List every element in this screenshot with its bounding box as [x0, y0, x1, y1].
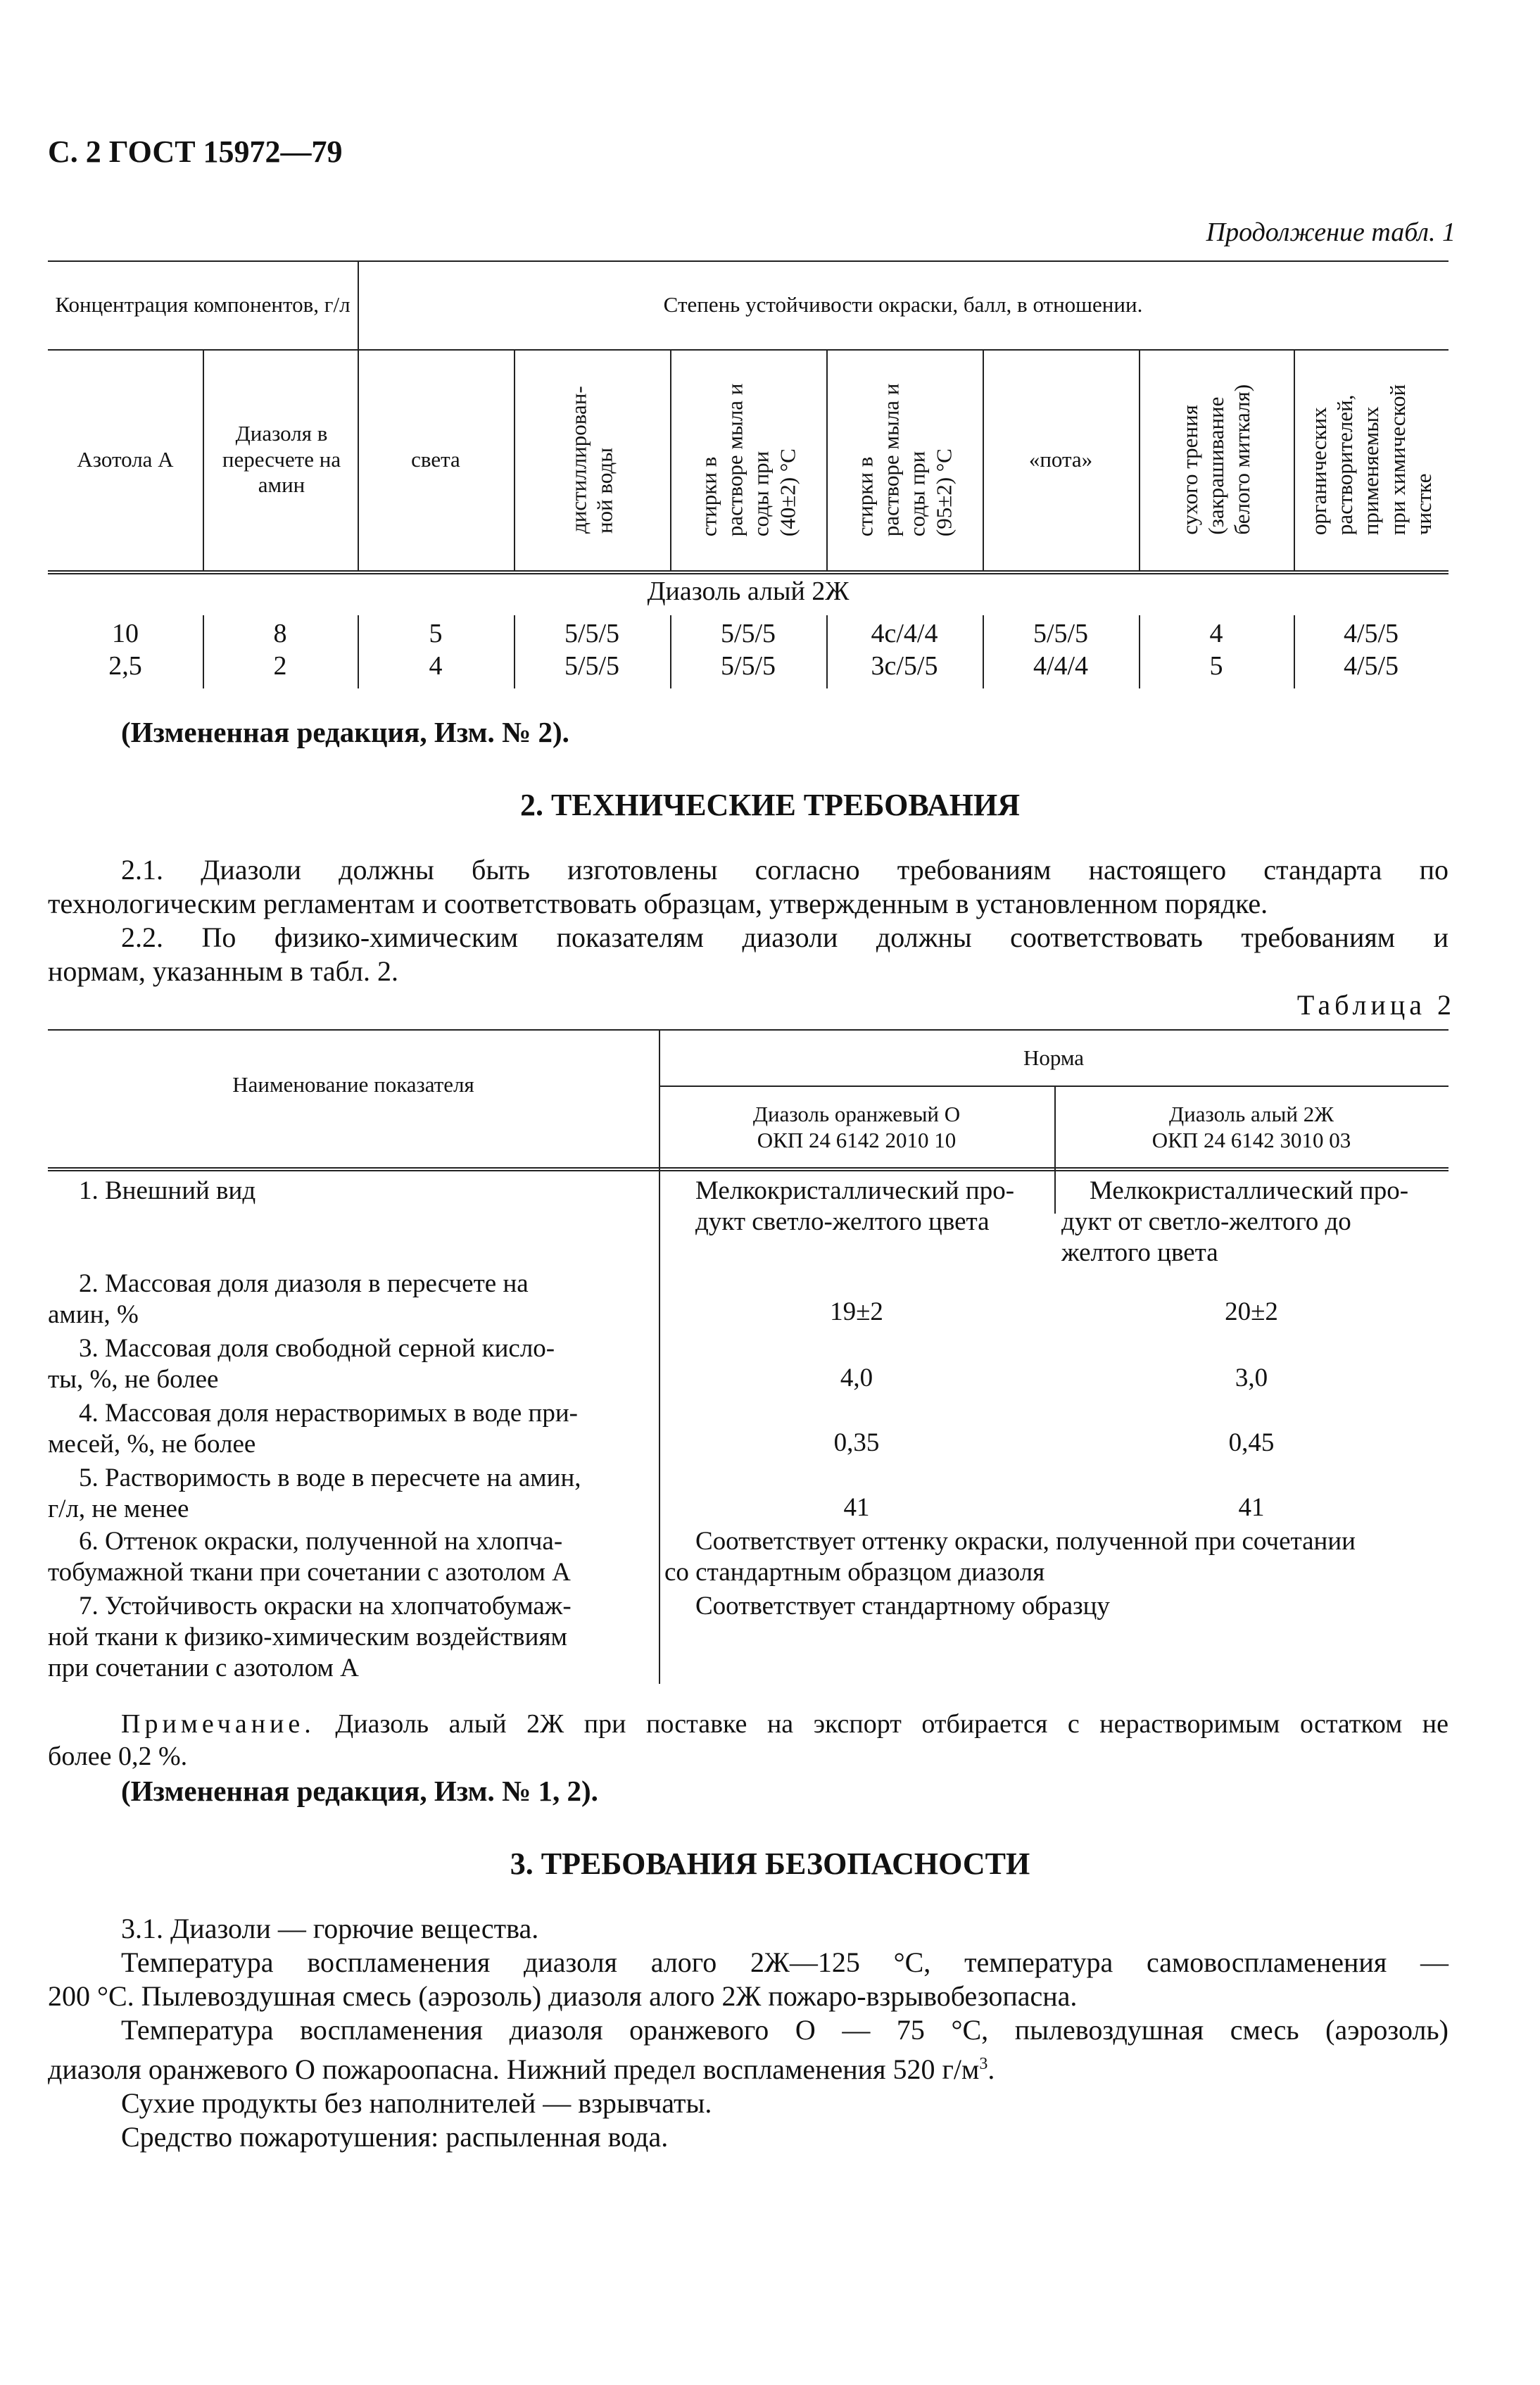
table-cell: 4 [1209, 619, 1223, 648]
header-water: дистиллирован- ной воды [566, 386, 617, 534]
header-orange: Диазоль оранжевый О ОКП 24 6142 2010 10 [752, 1102, 961, 1153]
row-4-name: 4. Массовая доля нерастворимых в воде при- месей, %, не более [48, 1399, 578, 1459]
table-cell: 3с/5/5 [871, 651, 938, 681]
row-2-orange: 19±2 [830, 1297, 883, 1326]
page-header: С. 2 ГОСТ 15972—79 [48, 134, 343, 169]
row-7-value: Соответствует стандартному образцу [695, 1592, 1110, 1621]
table-cell: 10 [112, 619, 139, 648]
table-cell: 8 [273, 619, 287, 648]
row-5-name: 5. Растворимость в воде в пересчете на амин, г/л, не менее [48, 1464, 581, 1523]
header-rubbing: сухого трения (закрашивание белого миткаля) [1178, 384, 1255, 535]
table-cell: 4/5/5 [1343, 619, 1399, 648]
row-1-name: 1. Внешний вид [79, 1176, 256, 1205]
header-wash-95: стирки в растворе мыла и соды при (95±2) °С [852, 383, 957, 536]
table-cell: 4/5/5 [1343, 651, 1399, 681]
table-cell: 4 [429, 651, 443, 681]
table-cell: 2 [273, 651, 287, 681]
header-sweat: «пота» [1028, 446, 1093, 472]
table-cell: 5/5/5 [720, 651, 776, 681]
row-5-orange: 41 [843, 1493, 870, 1522]
table-cell: 5/5/5 [1033, 619, 1089, 648]
header-diazol: Диазоля в пересчете на амин [222, 421, 341, 498]
header-concentration: Концентрация компонентов, г/л [55, 291, 351, 317]
table-cell: 5 [429, 619, 443, 648]
row-5-red: 41 [1238, 1493, 1265, 1522]
header-azotol: Азотола А [77, 446, 174, 472]
row-2-red: 20±2 [1225, 1297, 1278, 1326]
section-3-title: 3. ТРЕБОВАНИЯ БЕЗОПАСНОСТИ [510, 1846, 1030, 1881]
row-6-value: Соответствует оттенку окраски, полученной при сочетании со стандартным образцом диазоля [664, 1527, 1356, 1587]
table-2 [48, 1029, 1449, 1684]
row-4-orange: 0,35 [833, 1428, 880, 1457]
header-fastness: Степень устойчивости окраски, балл, в отношении. [663, 291, 1143, 317]
table-continuation-label: Продолжение табл. 1 [1206, 218, 1456, 247]
table-cell: 4с/4/4 [871, 619, 938, 648]
table-cell: 5/5/5 [564, 619, 620, 648]
table-cell: 5/5/5 [720, 619, 776, 648]
header-indicator-name: Наименование показателя [232, 1072, 474, 1097]
row-1-orange: Мелкокристаллический про- дукт светло-желтого цвета [695, 1176, 1015, 1236]
row-6-name: 6. Оттенок окраски, полученной на хлопча- тобумажной ткани при сочетании с азотолом А [48, 1527, 571, 1587]
table-section-label: Диазоль алый 2Ж [647, 577, 850, 606]
row-2-name: 2. Массовая доля диазоля в пересчете на амин, % [48, 1269, 529, 1329]
row-1-red: Мелкокристаллический про- дукт от светло-желтого до желтого цвета [1061, 1176, 1409, 1267]
paragraph-3: 3.1. Диазоли — горючие вещества. Температура воспламенения диазоля алого 2Ж—125 °С, температура самовоспламенения — 200 °С. Пылевоздушная смесь (аэрозоль) диазоля алого 2Ж пожаро-взрывобезопасна. Температура воспламенения диазоля оранжевого О — 75 °С, пылевоздушная смесь (аэрозоль) диазоля оранжевого О пожароопасна. Нижний предел воспламенения 520 $г/м^3$. Сухие продукты без наполнителей — взрывчаты. Средство пожаротушения: распыленная вода. [48, 1913, 1449, 2153]
header-wash-40: стирки в растворе мыла и соды при (40±2) °С [696, 383, 800, 536]
header-solvents: органических растворителей, применяемых при химической чистке [1306, 384, 1436, 536]
row-4-red: 0,45 [1228, 1428, 1275, 1457]
section-2-title: 2. ТЕХНИЧЕСКИЕ ТРЕБОВАНИЯ [520, 788, 1020, 822]
row-3-orange: 4,0 [840, 1364, 873, 1392]
row-3-red: 3,0 [1235, 1364, 1268, 1392]
table-cell: 5 [1209, 651, 1223, 681]
table-cell: 5/5/5 [564, 651, 620, 681]
table-cell: 2,5 [108, 651, 142, 681]
paragraph-2-1: 2.1. Диазоли должны быть изготовлены согласно требованиям настоящего стандарта по технологическим регламентам и соответствовать образцам, утвержденным в установленном порядке. 2.2. По физико-химическим показателям диазоли должны соответствовать требованиям и нормам, указанным в табл. 2. [48, 854, 1449, 987]
table-2-caption: Таблица 2 [1296, 989, 1456, 1021]
header-light: света [411, 446, 460, 472]
edited-note-1: (Измененная редакция, Изм. № 2). [121, 716, 569, 748]
edited-note-2: (Измененная редакция, Изм. № 1, 2). [121, 1775, 598, 1807]
header-norm: Норма [1023, 1045, 1085, 1070]
header-red: Диазоль алый 2Ж ОКП 24 6142 3010 03 [1151, 1102, 1351, 1153]
table-1 [48, 260, 1449, 690]
row-7-name: 7. Устойчивость окраски на хлопчатобумаж- ной ткани к физико-химическим воздействиям при сочетании с азотолом А [48, 1592, 572, 1682]
table-2-note: Примечание. Диазоль алый 2Ж при поставке на экспорт отбирается с нерастворимым остатком не более 0,2 %. [48, 1709, 1449, 1771]
table-cell: 4/4/4 [1033, 651, 1089, 681]
row-3-name: 3. Массовая доля свободной серной кисло- ты, %, не более [48, 1334, 555, 1394]
